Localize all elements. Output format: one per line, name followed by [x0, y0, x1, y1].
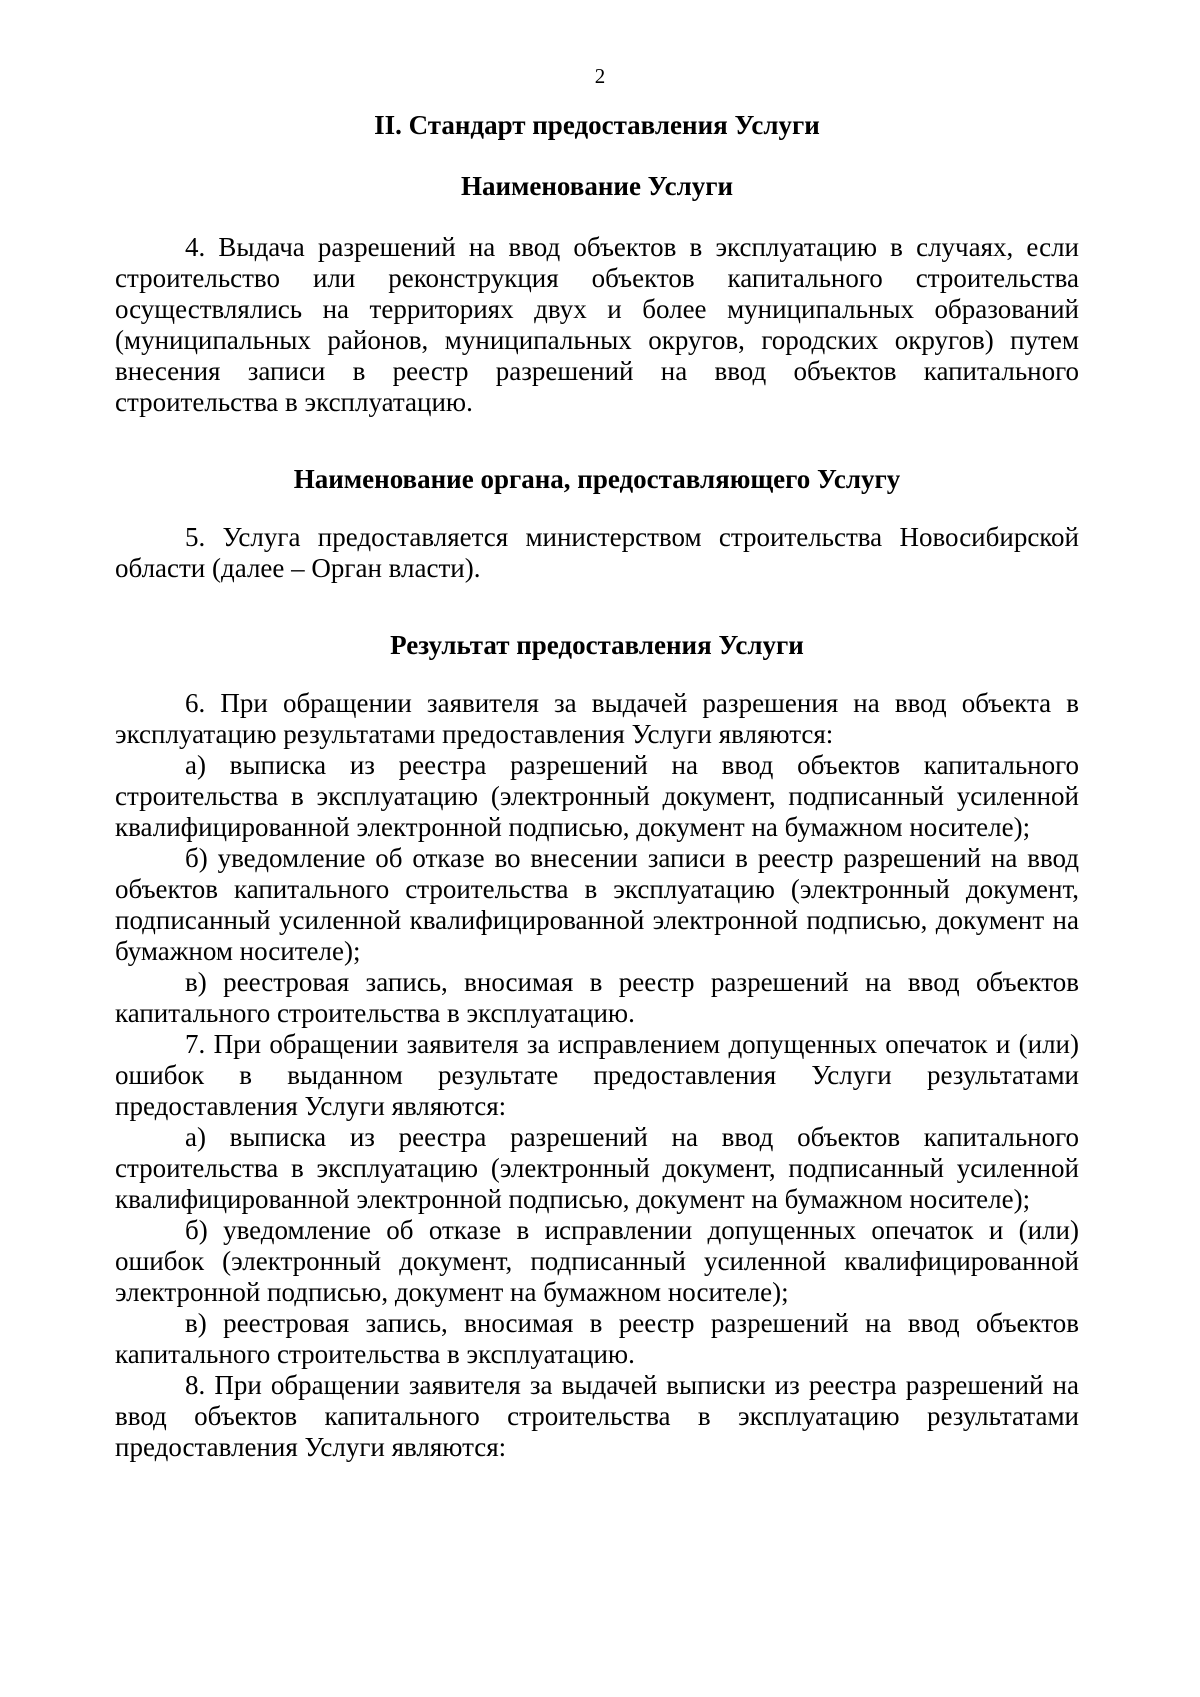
paragraph-6a: а) выписка из реестра разрешений на ввод объектов капитального строительства в эксплуатацию (электронный документ, подписанный усиленной квалифицированной электронной подписью, документ на бумажном носителе); — [115, 750, 1079, 842]
page-number: 2 — [594, 64, 606, 88]
paragraph-7b: б) уведомление об отказе в исправлении допущенных опечаток и (или) ошибок (электронный документ, подписанный усиленной квалифицированной электронной подписью, документ на бумажном носителе); — [115, 1215, 1079, 1307]
heading-authority: Наименование органа, предоставляющего Услугу — [293, 464, 901, 494]
paragraph-7a: а) выписка из реестра разрешений на ввод объектов капитального строительства в эксплуатацию (электронный документ, подписанный усиленной квалифицированной электронной подписью, документ на бумажном носителе); — [115, 1122, 1079, 1214]
paragraph-7c: в) реестровая запись, вносимая в реестр разрешений на ввод объектов капитального строительства в эксплуатацию. — [115, 1308, 1079, 1369]
paragraph-4: 4. Выдача разрешений на ввод объектов в эксплуатацию в случаях, если строительство или реконструкция объектов капитального строительства осуществлялись на территориях двух и более муниципальных образований (муниципальных районов, муниципальных округов, городских округов) путем внесения записи в реестр разрешений на ввод объектов капитального строительства в эксплуатацию. — [115, 232, 1079, 417]
paragraph-6c: в) реестровая запись, вносимая в реестр разрешений на ввод объектов капитального строительства в эксплуатацию. — [115, 967, 1079, 1028]
paragraph-6b: б) уведомление об отказе во внесении записи в реестр разрешений на ввод объектов капитального строительства в эксплуатацию (электронный документ, подписанный усиленной квалифицированной электронной подписью, документ на бумажном носителе); — [115, 843, 1079, 966]
page-content — [115, 110, 1079, 1463]
paragraph-7: 7. При обращении заявителя за исправлением допущенных опечаток и (или) ошибок в выданном результате предоставления Услуги результатами предоставления Услуги являются: — [115, 1029, 1079, 1121]
heading-result: Результат предоставления Услуги — [390, 630, 804, 660]
paragraph-6: 6. При обращении заявителя за выдачей разрешения на ввод объекта в эксплуатацию результатами предоставления Услуги являются: — [115, 688, 1079, 749]
heading-service-name: Наименование Услуги — [460, 171, 734, 201]
section-title: II. Стандарт предоставления Услуги — [374, 110, 820, 140]
paragraph-5: 5. Услуга предоставляется министерством строительства Новосибирской области (далее – Орган власти). — [115, 522, 1079, 583]
paragraph-8: 8. При обращении заявителя за выдачей выписки из реестра разрешений на ввод объектов капитального строительства в эксплуатацию результатами предоставления Услуги являются: — [115, 1370, 1079, 1462]
